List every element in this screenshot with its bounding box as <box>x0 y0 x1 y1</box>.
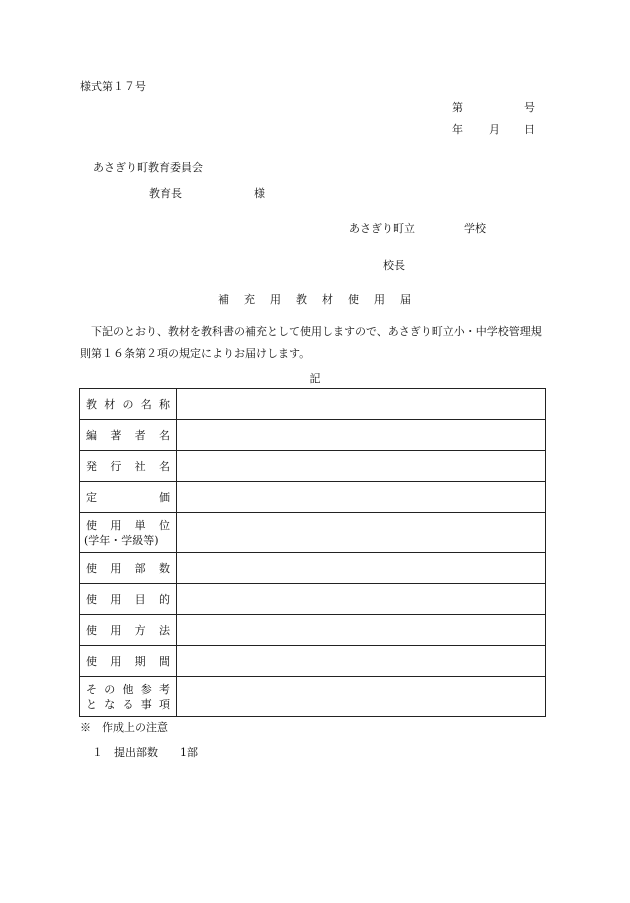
table-row <box>80 553 546 584</box>
table-row <box>80 584 546 615</box>
table-row <box>80 389 546 420</box>
row-value-cell[interactable] <box>177 615 546 646</box>
form-number: 様式第１７号 <box>80 80 146 93</box>
row-label-cell <box>80 389 177 420</box>
table-row <box>80 646 546 677</box>
row-sublabel: (学年・学級等) <box>84 533 159 547</box>
sender-school-prefix: あさぎり町立 <box>349 222 415 235</box>
table-row <box>80 482 546 513</box>
sender-principal: 校長 <box>383 259 405 272</box>
row-label-cell <box>80 677 177 717</box>
row-value-cell[interactable] <box>177 389 546 420</box>
row-label-cell <box>80 513 177 553</box>
row-value-cell[interactable] <box>177 451 546 482</box>
row-label: 使用部数 <box>86 561 170 575</box>
row-label-cell <box>80 646 177 677</box>
document-number-prefix: 第 <box>452 101 463 114</box>
row-value-cell[interactable] <box>177 513 546 553</box>
row-label: 発行社名 <box>86 459 170 473</box>
row-value-cell[interactable] <box>177 420 546 451</box>
row-label: 教材の名称 <box>86 397 170 411</box>
row-label: 使用期間 <box>86 654 170 668</box>
table-row <box>80 677 546 717</box>
addressee-honorific: 様 <box>254 187 265 200</box>
row-label-line2: となる事項 <box>86 697 170 711</box>
date-year-label: 年 <box>452 123 463 136</box>
date-month-label: 月 <box>489 123 500 136</box>
table-row <box>80 451 546 482</box>
row-value-cell[interactable] <box>177 553 546 584</box>
addressee-board: あさぎり町教育委員会 <box>93 161 203 174</box>
row-value-cell[interactable] <box>177 584 546 615</box>
row-label-cell <box>80 482 177 513</box>
row-label: 編著者名 <box>86 428 170 442</box>
date-day-label: 日 <box>524 123 535 136</box>
row-value-cell[interactable] <box>177 482 546 513</box>
row-label-cell <box>80 553 177 584</box>
notes-heading: ※ 作成上の注意 <box>80 721 168 734</box>
document-number-suffix: 号 <box>524 101 535 114</box>
row-label-cell <box>80 584 177 615</box>
row-label: 使用単位 <box>86 518 170 532</box>
ki-heading: 記 <box>309 372 321 385</box>
sender-school-suffix: 学校 <box>464 222 486 235</box>
table-row <box>80 513 546 553</box>
row-label-cell <box>80 451 177 482</box>
row-label: 使用目的 <box>86 592 170 606</box>
row-label-cell <box>80 615 177 646</box>
notes-item: １ 提出部数 1部 <box>92 746 198 759</box>
row-label-cell <box>80 420 177 451</box>
row-value-cell[interactable] <box>177 646 546 677</box>
addressee-superintendent: 教育長 <box>149 187 182 200</box>
row-label: その他参考 <box>86 682 170 696</box>
row-label: 使用方法 <box>86 623 170 637</box>
row-label: 定価 <box>86 490 170 504</box>
form-table <box>79 388 546 717</box>
table-row <box>80 615 546 646</box>
document-title: 補充用教材使用届 <box>218 293 426 306</box>
body-paragraph: 下記のとおり、教材を教科書の補充として使用しますので、あさぎり町立小・中学校管理規則第１６条第２項の規定によりお届けします。 <box>80 325 542 360</box>
row-value-cell[interactable] <box>177 677 546 717</box>
table-row <box>80 420 546 451</box>
